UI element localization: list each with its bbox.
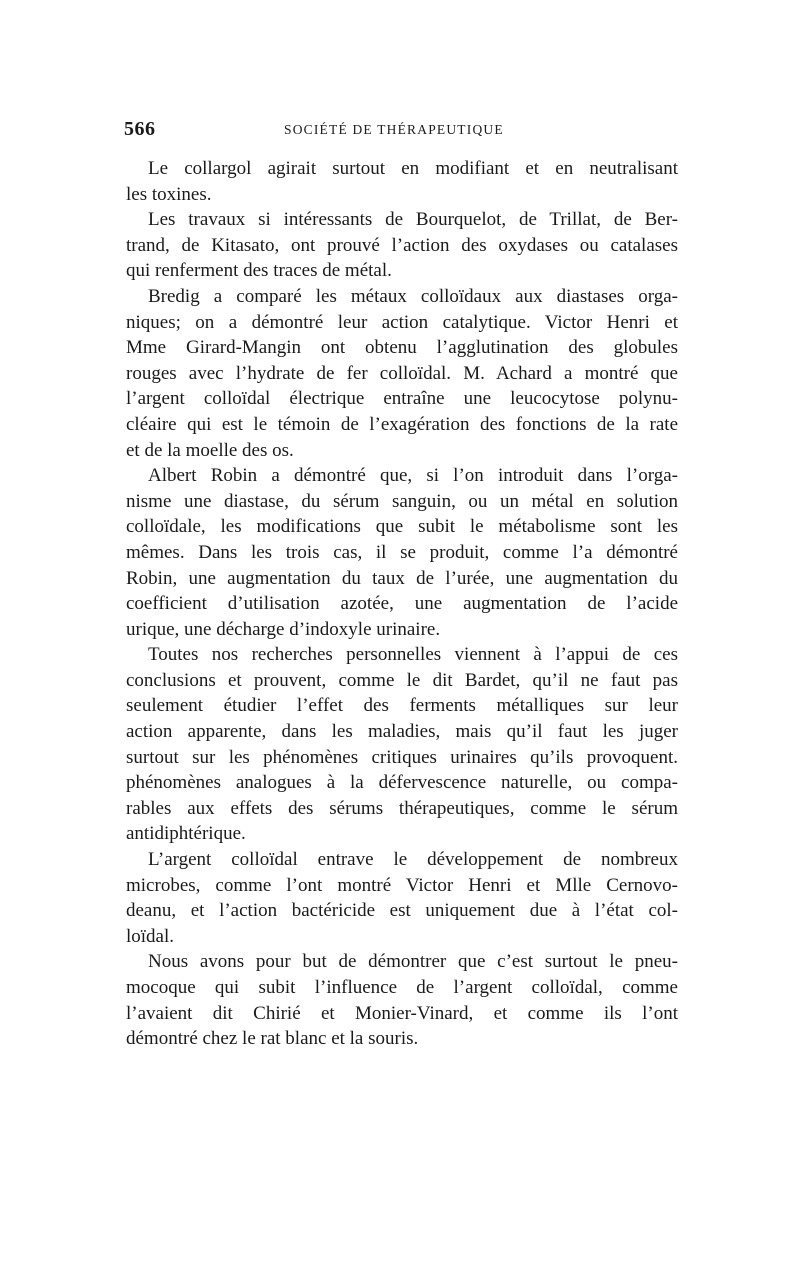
text-line: urique, une décharge d’indoxyle urinaire. [126, 618, 441, 640]
text-line: surtout sur les phénomènes critiques urinaires qu’ils provoquent. [126, 746, 678, 768]
text-line: qui renferment des traces de métal. [126, 260, 392, 282]
text-line: mêmes. Dans les trois cas, il se produit, comme l’a démontré [126, 541, 678, 563]
text-line: les toxines. [126, 183, 212, 205]
page-number: 566 [124, 118, 156, 140]
text-line: L’argent colloïdal entrave le développement de nombreux [148, 849, 678, 871]
text-line: phénomènes analogues à la défervescence naturelle, ou compa- [126, 772, 678, 794]
text-line: cléaire qui est le témoin de l’exagération des fonctions de la rate [126, 413, 678, 435]
text-line: démontré chez le rat blanc et la souris. [126, 1028, 419, 1050]
text-line: Bredig a comparé les métaux colloïdaux aux diastases orga- [148, 285, 678, 307]
text-line: rables aux effets des sérums thérapeutiques, comme le sérum [126, 797, 678, 819]
text-line: Les travaux si intéressants de Bourquelot, de Trillat, de Ber- [148, 209, 678, 231]
text-line: conclusions et prouvent, comme le dit Bardet, qu’il ne faut pas [126, 669, 678, 691]
text-line: antidiphtérique. [126, 823, 246, 845]
text-line: niques; on a démontré leur action catalytique. Victor Henri et [126, 311, 678, 333]
running-head: SOCIÉTÉ DE THÉRAPEUTIQUE [284, 122, 504, 137]
text-line: Mme Girard-Mangin ont obtenu l’agglutination des globules [126, 337, 678, 359]
text-line: Albert Robin a démontré que, si l’on introduit dans l’orga- [148, 465, 678, 487]
text-line: deanu, et l’action bactéricide est uniquement due à l’état col- [126, 900, 678, 922]
text-line: Le collargol agirait surtout en modifiant et en neutralisant [148, 158, 678, 179]
text-line: Nous avons pour but de démontrer que c’est surtout le pneu- [148, 951, 678, 973]
text-line: colloïdale, les modifications que subit le métabolisme sont les [126, 516, 678, 538]
body-text [126, 156, 678, 1052]
text-line: l’argent colloïdal électrique entraîne une leucocytose polynu- [126, 388, 678, 410]
text-line: coefficient d’utilisation azotée, une augmentation de l’acide [126, 593, 678, 615]
text-line: Toutes nos recherches personnelles viennent à l’appui de ces [148, 644, 678, 666]
text-line: l’avaient dit Chirié et Monier-Vinard, et comme ils l’ont [126, 1002, 678, 1024]
text-line: nisme une diastase, du sérum sanguin, ou un métal en solution [126, 490, 678, 512]
text-line: mocoque qui subit l’influence de l’argent colloïdal, comme [126, 977, 678, 998]
page-header [124, 118, 680, 144]
text-line: et de la moelle des os. [126, 439, 294, 461]
text-line: microbes, comme l’ont montré Victor Henri et Mlle Cernovo- [126, 874, 678, 896]
text-line: action apparente, dans les maladies, mais qu’il faut les juger [126, 721, 678, 743]
text-line: Robin, une augmentation du taux de l’urée, une augmentation du [126, 567, 678, 589]
text-line: trand, de Kitasato, ont prouvé l’action des oxydases ou catalases [126, 234, 678, 256]
text-line: seulement étudier l’effet des ferments métalliques sur leur [126, 695, 678, 717]
text-line: rouges avec l’hydrate de fer colloïdal. M. Achard a montré que [126, 362, 678, 384]
text-line: loïdal. [126, 925, 175, 947]
